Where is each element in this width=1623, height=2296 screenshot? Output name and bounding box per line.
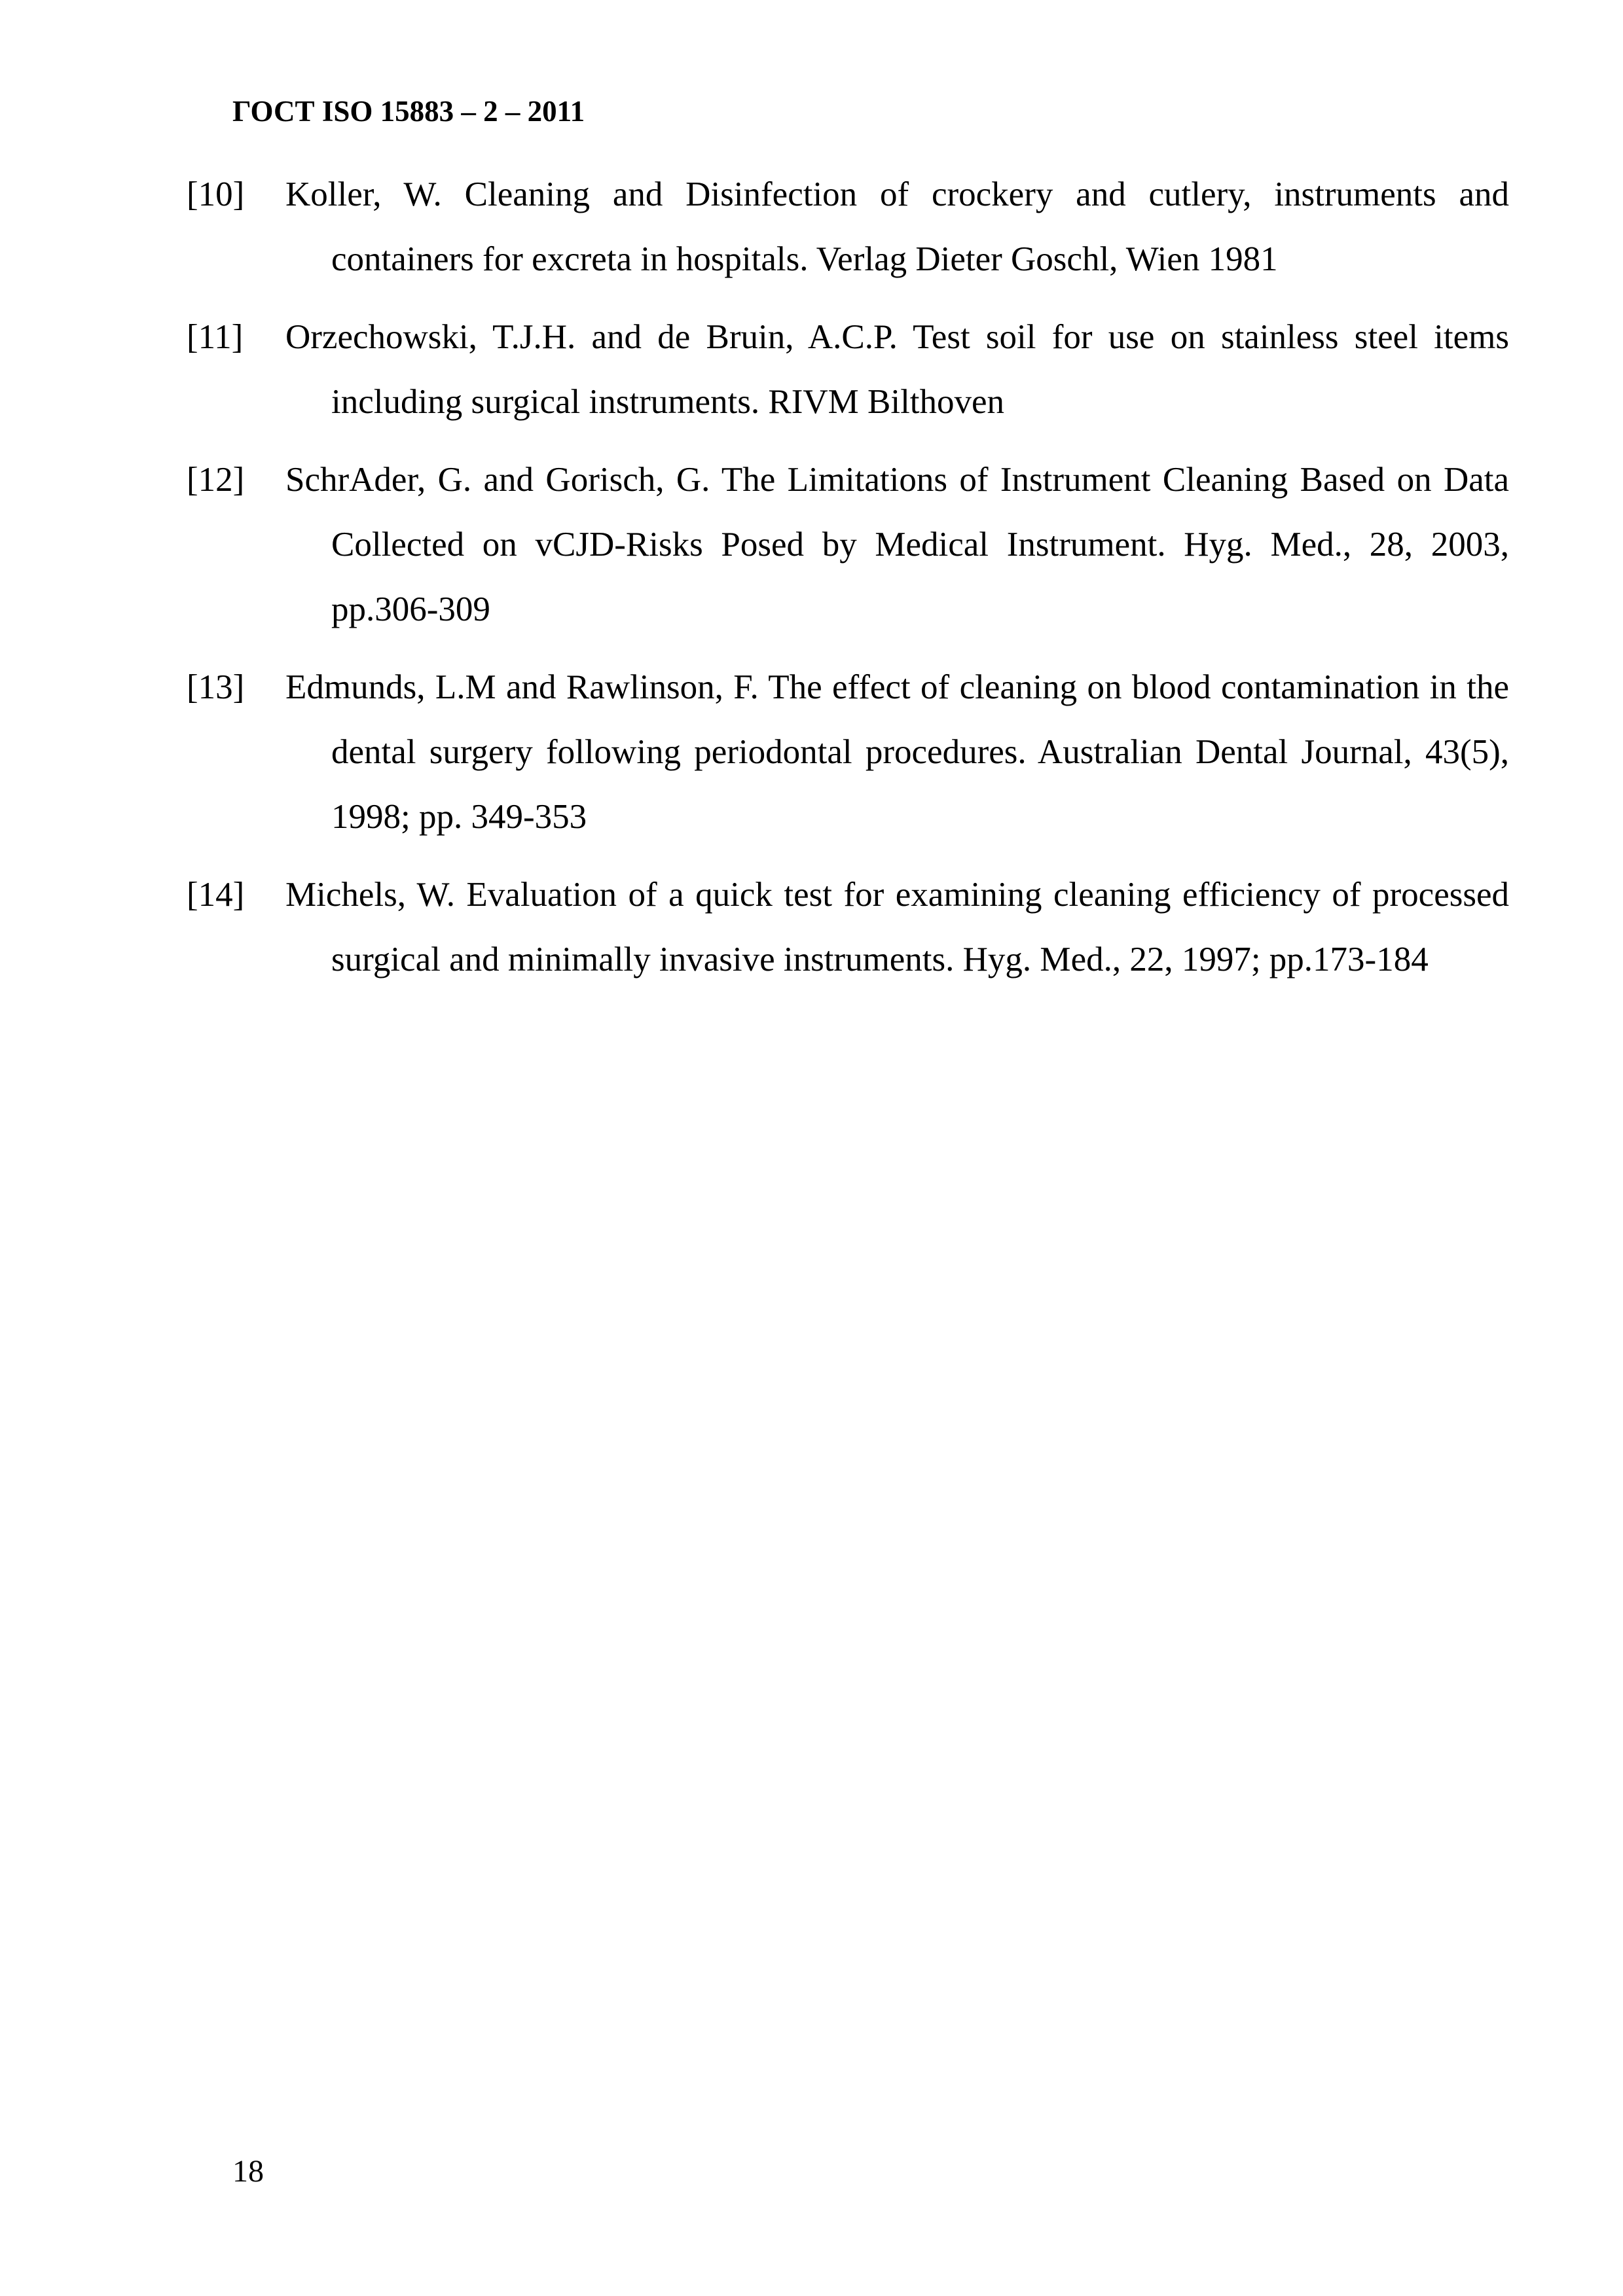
- page-number: 18: [232, 2154, 264, 2189]
- reference-number: [14]: [187, 876, 245, 914]
- reference-item: [187, 863, 1509, 992]
- reference-text: Koller, W. Cleaning and Disinfection of crockery and cutlery, instruments and containers for excreta in hospitals. Verlag Dieter Goschl, Wien 1981: [285, 175, 1509, 278]
- reference-item: [187, 305, 1509, 435]
- reference-item: [187, 448, 1509, 642]
- reference-item: [187, 162, 1509, 292]
- reference-number: [12]: [187, 461, 245, 499]
- reference-item: [187, 655, 1509, 850]
- document-code-header: ГОСТ ISO 15883 – 2 – 2011: [232, 95, 585, 128]
- reference-text: Edmunds, L.M and Rawlinson, F. The effect of cleaning on blood contamination in the dental surgery following periodontal procedures. Australian Dental Journal, 43(5), 1998; pp. 349-353: [285, 668, 1509, 836]
- reference-number: [11]: [187, 318, 244, 356]
- reference-list: [187, 162, 1509, 1005]
- reference-text: Orzechowski, T.J.H. and de Bruin, A.C.P. Test soil for use on stainless steel items including surgical instruments. RIVM Bilthoven: [285, 318, 1509, 421]
- reference-number: [10]: [187, 175, 245, 213]
- reference-text: Michels, W. Evaluation of a quick test for examining cleaning efficiency of processed surgical and minimally invasive instruments. Hyg. Med., 22, 1997; pp.173-184: [285, 876, 1509, 978]
- reference-number: [13]: [187, 668, 245, 706]
- reference-text: SchrAder, G. and Gorisch, G. The Limitations of Instrument Cleaning Based on Data Collected on vCJD-Risks Posed by Medical Instrument. Hyg. Med., 28, 2003, pp.306-309: [285, 461, 1509, 628]
